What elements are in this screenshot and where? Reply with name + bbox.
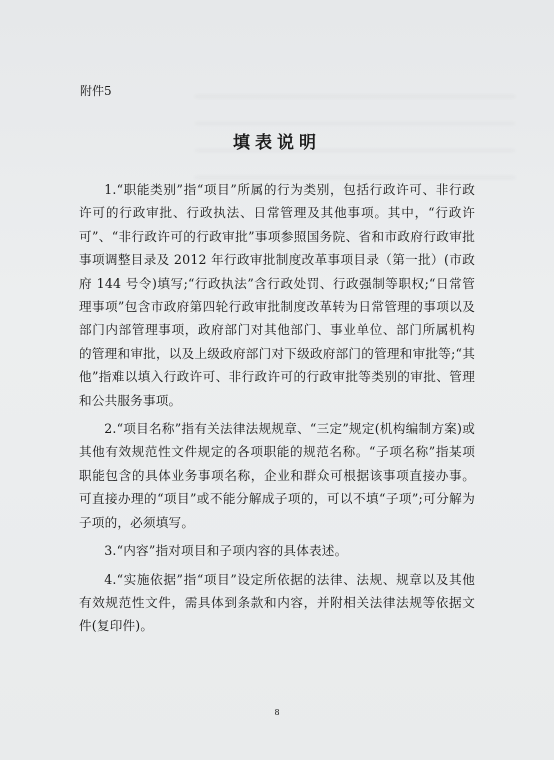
attachment-label: 附件5 [80,84,112,98]
paragraph-job-category: 1.“职能类别”指“项目”所属的行为类别，包括行政许可、非行政许可的行政审批、行政执法、日常管理及其他事项。其中，“行政许可”、“非行政许可的行政审批”事项参照国务院、省和市政府行政审批事项调整目录及 2012 年行政审批制度改革事项目录（第一批）(市政府 144 号令)填写;“行政执法”含行政处罚、行政强制等职权;“日常管理事项”包含市政府第四轮行政审批制度改革转为日常管理的事项以及部门内部管理事项，政府部门对其他部门、事业单位、部门所属机构的管理和审批，以及上级政府部门对下级政府部门的管理和审批等;“其他”指难以填入行政许可、非行政许可的行政审批等类别的审批、管理和公共服务事项。 [79,182,475,408]
page-number: 8 [274,708,280,717]
paragraph-item-name: 2.“项目名称”指有关法律法规规章、“三定”规定(机构编制方案)或其他有效规范性文件规定的各项职能的规范名称。“子项名称”指某项职能包含的具体业务事项名称，企业和群众可根据该事项直接办事。可直接办理的“项目”或不能分解成子项的，可以不填“子项”;可分解为子项的，必须填写。 [79,421,475,530]
document-body [79,178,475,638]
page-title: 填表说明 [233,133,321,153]
paragraph-content: 3.“内容”指对项目和子项内容的具体表述。 [104,543,348,559]
paragraph-basis: 4.“实施依据”指“项目”设定所依据的法律、法规、规章以及其他有效规范性文件，需具体到条款和内容，并附相关法律法规等依据文件(复印件)。 [79,571,475,634]
